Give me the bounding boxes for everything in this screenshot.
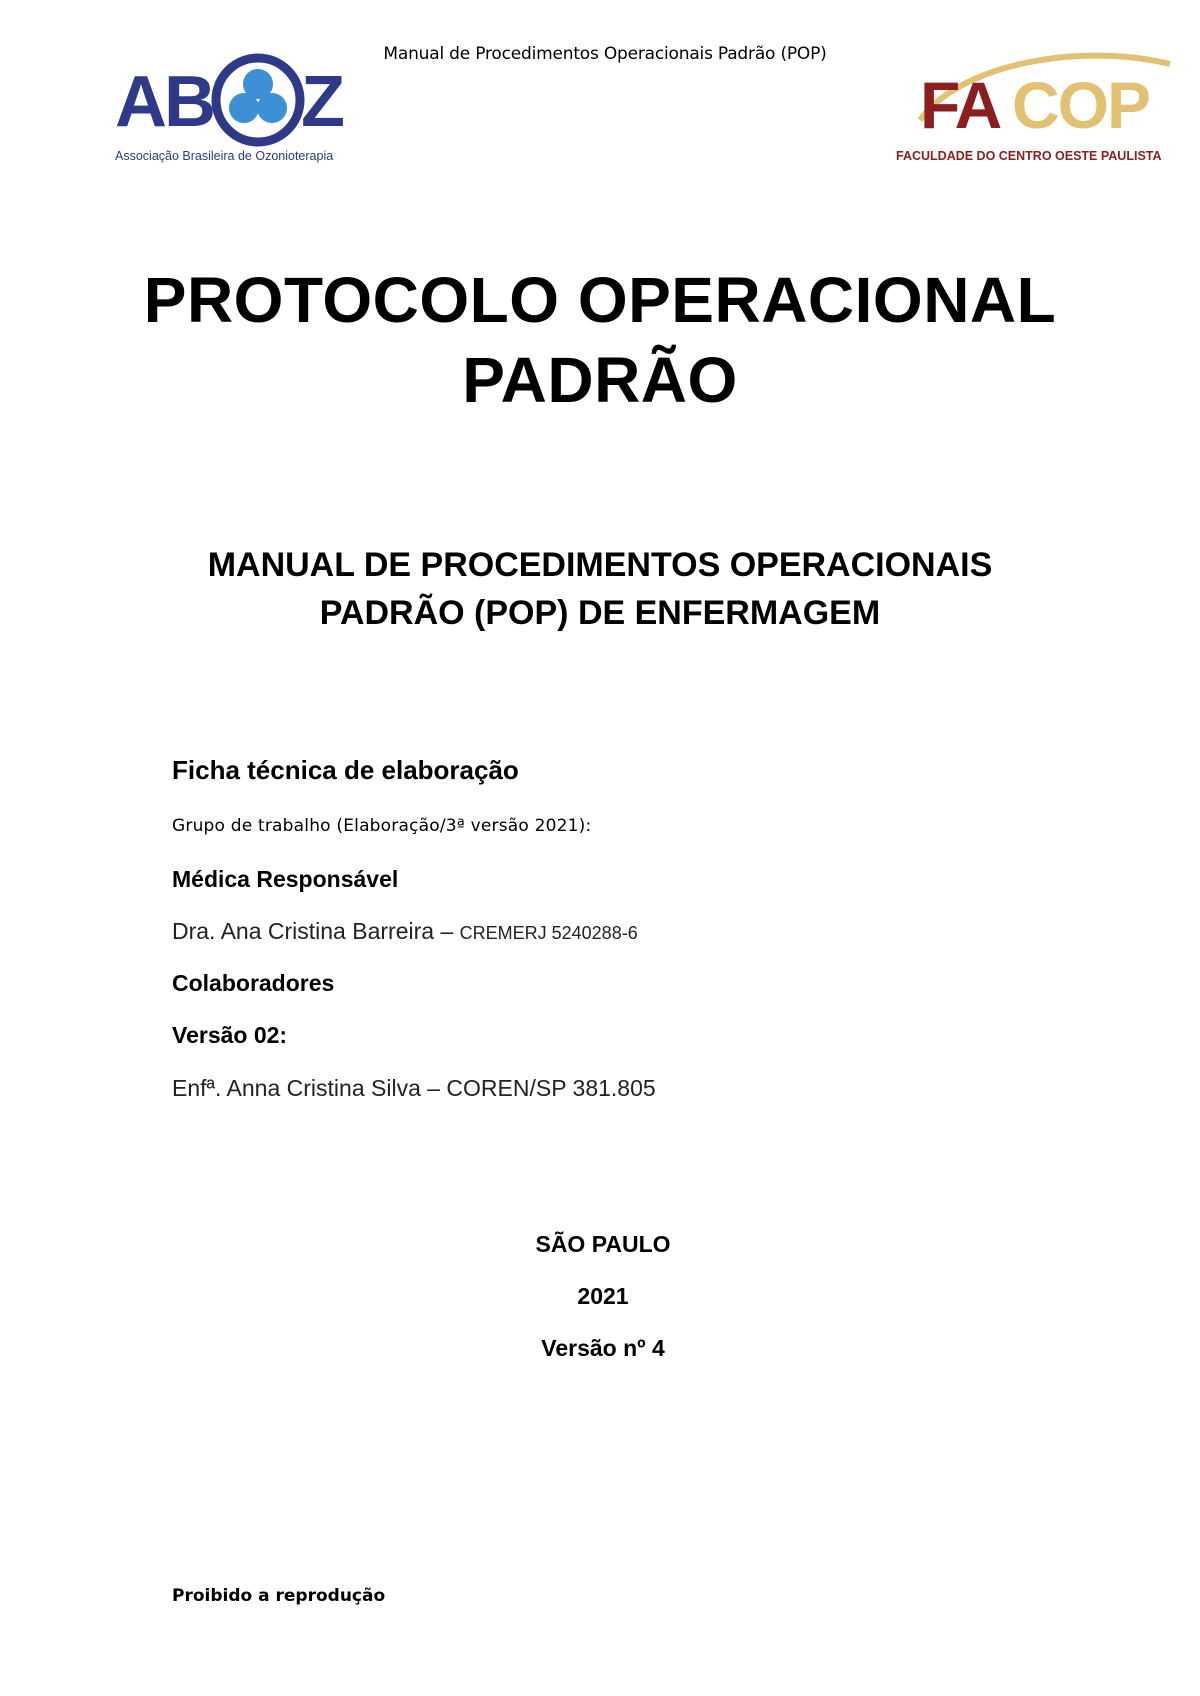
city: SÃO PAULO — [535, 1231, 671, 1257]
aboz-caption: Associação Brasileira de Ozonioterapia — [115, 149, 334, 163]
versao-label: Versão 02: — [172, 1022, 288, 1048]
svg-text:COP: COP — [1012, 68, 1150, 142]
subtitle — [0, 541, 1200, 637]
footer-notice: Proibido a reprodução — [172, 1586, 386, 1606]
aboz-logo — [115, 48, 355, 170]
medica-name: Dra. Ana Cristina Barreira – — [172, 918, 460, 944]
medica-line — [172, 918, 638, 945]
subtitle-line-2: PADRÃO (POP) DE ENFERMAGEM — [319, 594, 881, 632]
title-line-1: PROTOCOLO OPERACIONAL — [143, 264, 1057, 336]
svg-text:AB: AB — [115, 62, 213, 142]
page-title — [0, 260, 1200, 420]
colab-label: Colaboradores — [172, 970, 335, 996]
svg-text:Z: Z — [301, 62, 345, 142]
facop-caption: FACULDADE DO CENTRO OESTE PAULISTA — [896, 149, 1162, 163]
title-line-2: PADRÃO — [462, 344, 738, 416]
medica-label: Médica Responsável — [172, 866, 399, 892]
version: Versão nº 4 — [541, 1335, 665, 1361]
medica-registration: CREMERJ 5240288-6 — [459, 923, 638, 943]
colab-name: Enfª. Anna Cristina Silva – COREN/SP 381.805 — [172, 1075, 656, 1101]
facop-logo — [880, 44, 1180, 170]
svg-text:FA: FA — [920, 68, 1001, 142]
group-line: Grupo de trabalho (Elaboração/3ª versão 2021): — [172, 816, 592, 836]
subtitle-line-1: MANUAL DE PROCEDIMENTOS OPERACIONAIS — [207, 546, 993, 584]
running-header: Manual de Procedimentos Operacionais Padrão (POP) — [383, 44, 827, 64]
year: 2021 — [577, 1283, 629, 1309]
ficha-heading: Ficha técnica de elaboração — [172, 755, 519, 785]
